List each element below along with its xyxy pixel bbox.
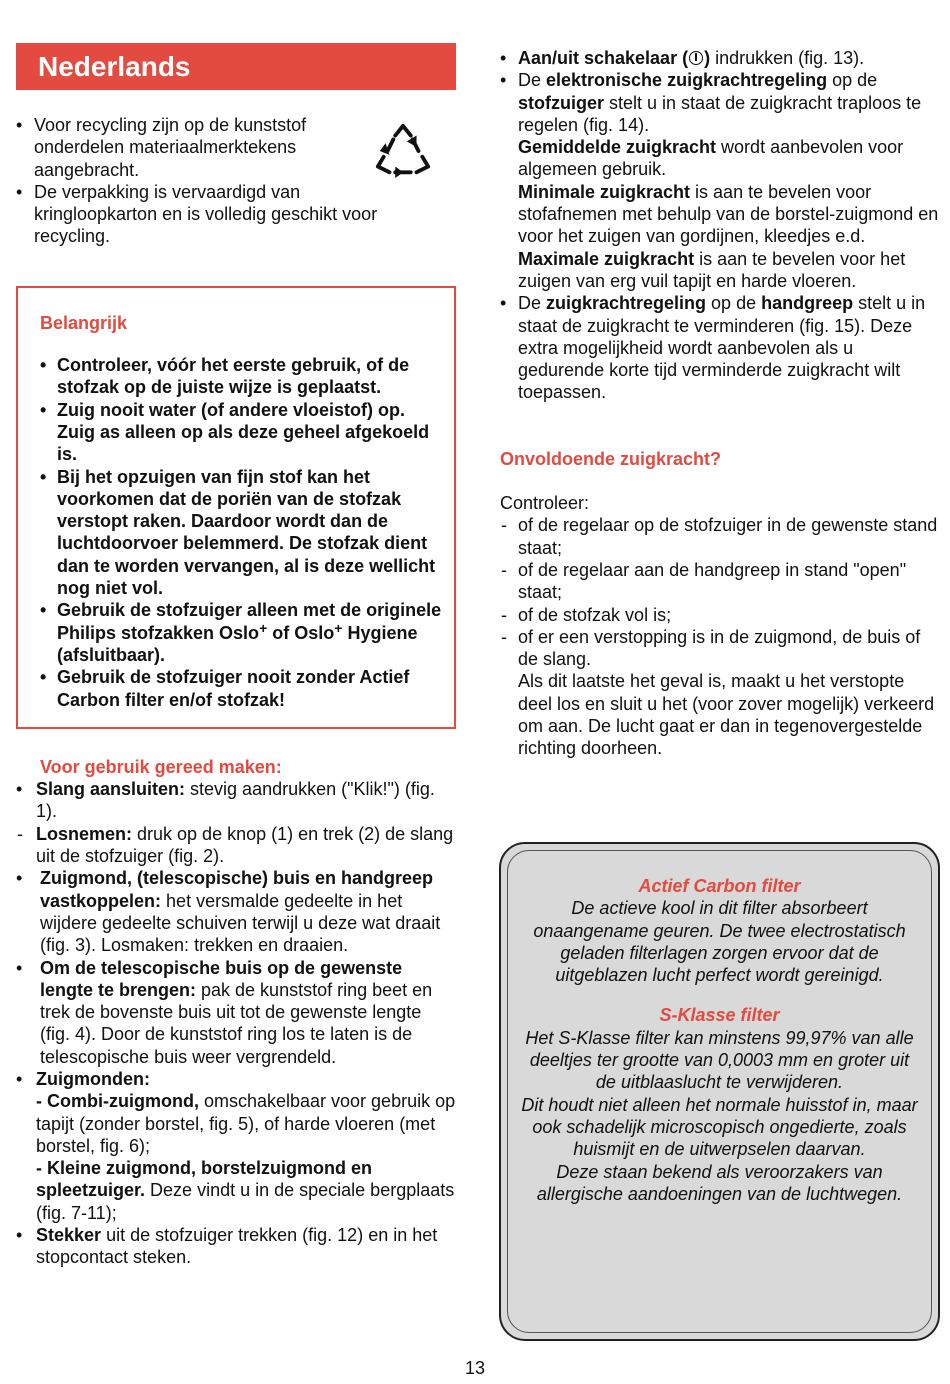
insufficient-heading: Onvoldoende zuigkracht? (500, 448, 722, 469)
text-span: Hygiene (afsluitbaar). (57, 622, 418, 665)
filter-info-box (499, 842, 940, 1341)
text-span: Gebruik de stofzuiger alleen met de originele Philips stofzakken Oslo (57, 600, 442, 643)
superscript: + (259, 619, 268, 636)
spacer (520, 986, 919, 1004)
bold-label: Gemiddelde zuigkracht (518, 137, 717, 158)
text-span: is aan te bevelen voor stofafnemen met behulp van de borstel-zuigmond en voor het zuigen van gordijnen, kleedjes e.d. (518, 181, 939, 247)
power-icon (689, 51, 703, 65)
bold-label: - Kleine zuigmond, borstelzuigmond en spleetzuiger. (36, 1158, 372, 1201)
sub-item (36, 1157, 456, 1224)
bold-label: - Combi-zuigmond, (36, 1091, 199, 1112)
text-span: uit de stofzuiger trekken (fig. 12) en in het stopcontact steken. (36, 1225, 438, 1268)
bold-label: Zuigmond, (telescopische) buis en handgreep vastkoppelen: (40, 868, 434, 911)
text-span: is aan te bevelen voor het zuigen van erg vuil tapijt en harde vloeren. (518, 248, 906, 291)
list-item: • De verpakking is vervaardigd van kringloopkarton en is volledig geschikt voor recycling. (16, 181, 456, 248)
superscript: + (334, 619, 343, 636)
bold-label: Losnemen: (36, 823, 133, 844)
bold-label: elektronische zuigkrachtregeling (546, 70, 828, 91)
important-box (16, 286, 456, 729)
list-item (16, 823, 456, 868)
carbon-filter-title: Actief Carbon filter (638, 876, 801, 896)
text-span: of er een verstopping is in de zuigmond, de buis of de slang. (518, 626, 921, 670)
bold-label: zuigkrachtregeling (546, 293, 707, 314)
text-span: De (518, 293, 547, 314)
filter-info-inner (507, 850, 932, 1333)
list-item: • Gebruik de stofzuiger nooit zonder Actief Carbon filter en/of stofzak! (40, 666, 442, 711)
list-item (500, 47, 940, 69)
text-span: omschakelbaar voor gebruik op tapijt (zonder borstel, fig. 5), of harde vloeren (met borstel, fig. 6); (36, 1091, 456, 1156)
list-item (16, 1224, 456, 1269)
list-item: - of de stofzak vol is; (500, 604, 940, 626)
text-span: of Oslo (267, 622, 335, 643)
right-column (500, 47, 940, 760)
s-filter-title: S-Klasse filter (659, 1005, 780, 1026)
s-filter-text: Deze staan bekend als veroorzakers van allergische aandoeningen van de luchtwegen. (536, 1161, 903, 1204)
text-span: stevig aandrukken ("Klik!") (fig. 1). (36, 779, 435, 822)
paragraph: Als dit laatste het geval is, maakt u het verstopte deel los en sluit u het (voor zover mogelijk) verkeerd om aan. De lucht gaat er dan in tegenovergestelde richting doorheen. (518, 671, 935, 759)
text-span: De (518, 70, 547, 91)
check-intro: Controleer: (500, 493, 590, 514)
text-span: pak de kunststof ring beet en trek de bovenste buis uit tot de gewenste lengte (fig. 4). Door de kunststof ring los te laten is de telescopische buis weer vergrendeld. (40, 979, 433, 1067)
text-span: op de (706, 293, 762, 314)
list-item (500, 69, 940, 292)
bold-label: Stekker (36, 1225, 102, 1246)
preparation-list (16, 778, 456, 1269)
list-item (16, 778, 456, 823)
list-item: - of de regelaar aan de handgreep in stand "open" staat; (500, 559, 940, 604)
text-span: het versmalde gedeelte in het wijdere gedeelte schuiven terwijl u deze wat draait (fig. 3). Losmaken: trekken en draaien. (40, 890, 441, 956)
list-item: • Controleer, vóór het eerste gebruik, of de stofzak op de juiste wijze is geplaatst. (40, 354, 442, 399)
text-span: Deze vindt u in de speciale bergplaats (fig. 7-11); (36, 1180, 455, 1223)
text-span: op de (827, 70, 878, 91)
recycling-section (16, 114, 456, 248)
list-item (40, 599, 442, 666)
important-list (40, 354, 442, 711)
text-span: druk op de knop (1) en trek (2) de slang uit de stofzuiger (fig. 2). (36, 823, 454, 867)
bold-label: Aan/uit schakelaar ( (518, 48, 689, 68)
paragraph (518, 136, 940, 181)
text-span: indrukken (fig. 13). (710, 48, 865, 68)
bold-label: Maximale zuigkracht (518, 248, 695, 269)
s-filter-text: Het S-Klasse filter kan minstens 99,97% van alle deeltjes ter grootte van 0,0003 mm en groter uit de uitblaaslucht te verwijderen. (525, 1027, 914, 1093)
list-item (16, 957, 456, 1068)
important-heading: Belangrijk (40, 312, 128, 333)
page-number: 13 (464, 1358, 486, 1378)
list-item: • Zuig nooit water (of andere vloeistof) op. Zuig as alleen op als deze geheel afgekoeld is. (40, 399, 442, 466)
bold-label: Minimale zuigkracht (518, 181, 691, 202)
bold-label: Om de telescopische buis op de gewenste lengte te brengen: (40, 957, 403, 1000)
list-item: • Voor recycling zijn op de kunststof onderdelen materiaalmerktekens aangebracht. (16, 114, 456, 181)
recycling-list (16, 114, 456, 248)
preparation-heading: Voor gebruik gereed maken: (40, 756, 282, 777)
paragraph (518, 181, 940, 248)
carbon-filter-text: De actieve kool in dit filter absorbeert onaangename geuren. De twee electrostatisch geladen filterlagen zorgen ervoor dat de uitgeblazen lucht perfect wordt gereinigd. (533, 898, 906, 986)
sub-item (36, 1090, 456, 1157)
list-item (16, 867, 456, 956)
bold-label: stofzuiger (518, 92, 605, 113)
list-item: - of de regelaar op de stofzuiger in de gewenste stand staat; (500, 514, 940, 559)
language-banner: Nederlands (16, 43, 456, 90)
text-span: stelt u in staat de zuigkracht traploos te regelen (fig. 14). (518, 92, 922, 135)
left-column (16, 43, 456, 1269)
bold-label: Zuigmonden: (36, 1068, 150, 1089)
bold-label: ) (704, 48, 711, 68)
list-item (500, 292, 940, 403)
text-span: stelt u in staat de zuigkracht te verminderen (fig. 15). Deze extra mogelijkheid wordt aanbevolen als u gedurende korte tijd verminderde zuigkracht wilt toepassen. (518, 293, 926, 403)
bold-label: handgreep (761, 293, 854, 314)
list-item (500, 626, 940, 760)
list-item (16, 1068, 456, 1224)
operation-list (500, 47, 940, 404)
paragraph (518, 248, 940, 293)
list-item: • Bij het opzuigen van fijn stof kan het voorkomen dat de poriën van de stofzak verstopt raken. Daardoor wordt dan de luchtdoorvoer belemmerd. De stofzak dient dan te worden vervangen, al is deze wellicht nog niet vol. (40, 466, 442, 600)
s-filter-text: Dit houdt niet alleen het normale huisstof in, maar ook schadelijk microscopisch ongedierte, zoals huismijt en de uitwerpselen daarvan. (521, 1094, 918, 1160)
bold-label: Slang aansluiten: (36, 779, 186, 800)
text-span: wordt aanbevolen voor algemeen gebruik. (518, 137, 904, 180)
check-list (500, 514, 940, 759)
